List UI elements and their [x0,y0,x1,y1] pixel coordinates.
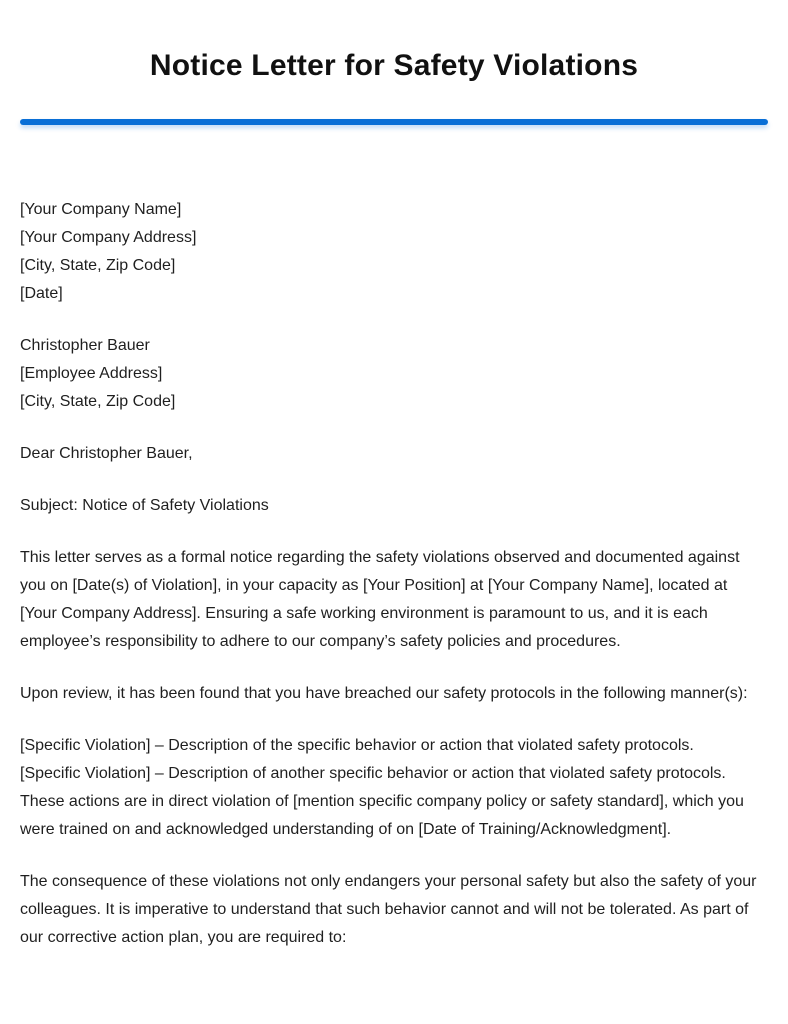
violation-item: [Specific Violation] – Description of the specific behavior or action that violated safety protocols. [20,737,694,754]
sender-city-state-zip: [City, State, Zip Code] [20,257,176,274]
consequence-paragraph: The consequence of these violations not only endangers your personal safety but also the safety of your colleagues. It is imperative to understand that such behavior cannot and will not be tolerated. As part of our corrective action plan, you are required to: [20,873,757,946]
recipient-block [20,332,768,416]
violations-list [20,732,768,844]
policy-violation-statement: These actions are in direct violation of [mention specific company policy or safety standard], which you were trained on and acknowledged understanding of on [Date of Training/Acknowledgment]. [20,793,744,838]
title-divider [20,119,768,125]
page-title: Notice Letter for Safety Violations [149,49,639,82]
sender-block [20,196,768,308]
violation-item: [Specific Violation] – Description of another specific behavior or action that violated safety protocols. [20,765,726,782]
letter-date: [Date] [20,285,63,302]
letter-body [20,196,768,952]
sender-company-name: [Your Company Name] [20,201,182,218]
sender-company-address: [Your Company Address] [20,229,197,246]
salutation: Dear Christopher Bauer, [20,445,193,462]
recipient-address: [Employee Address] [20,365,163,382]
letter-page [20,0,768,976]
recipient-city-state-zip: [City, State, Zip Code] [20,393,176,410]
intro-paragraph: This letter serves as a formal notice regarding the safety violations observed and documented against you on [Date(s) of Violation], in your capacity as [Your Position] at [Your Company Name], located at [Your Company Address]. Ensuring a safe working environment is paramount to us, and it is each employee’s responsibility to adhere to our company’s safety policies and procedures. [20,549,740,650]
review-paragraph: Upon review, it has been found that you have breached our safety protocols in the following manner(s): [20,685,748,702]
recipient-name: Christopher Bauer [20,337,150,354]
subject-line: Subject: Notice of Safety Violations [20,497,269,514]
